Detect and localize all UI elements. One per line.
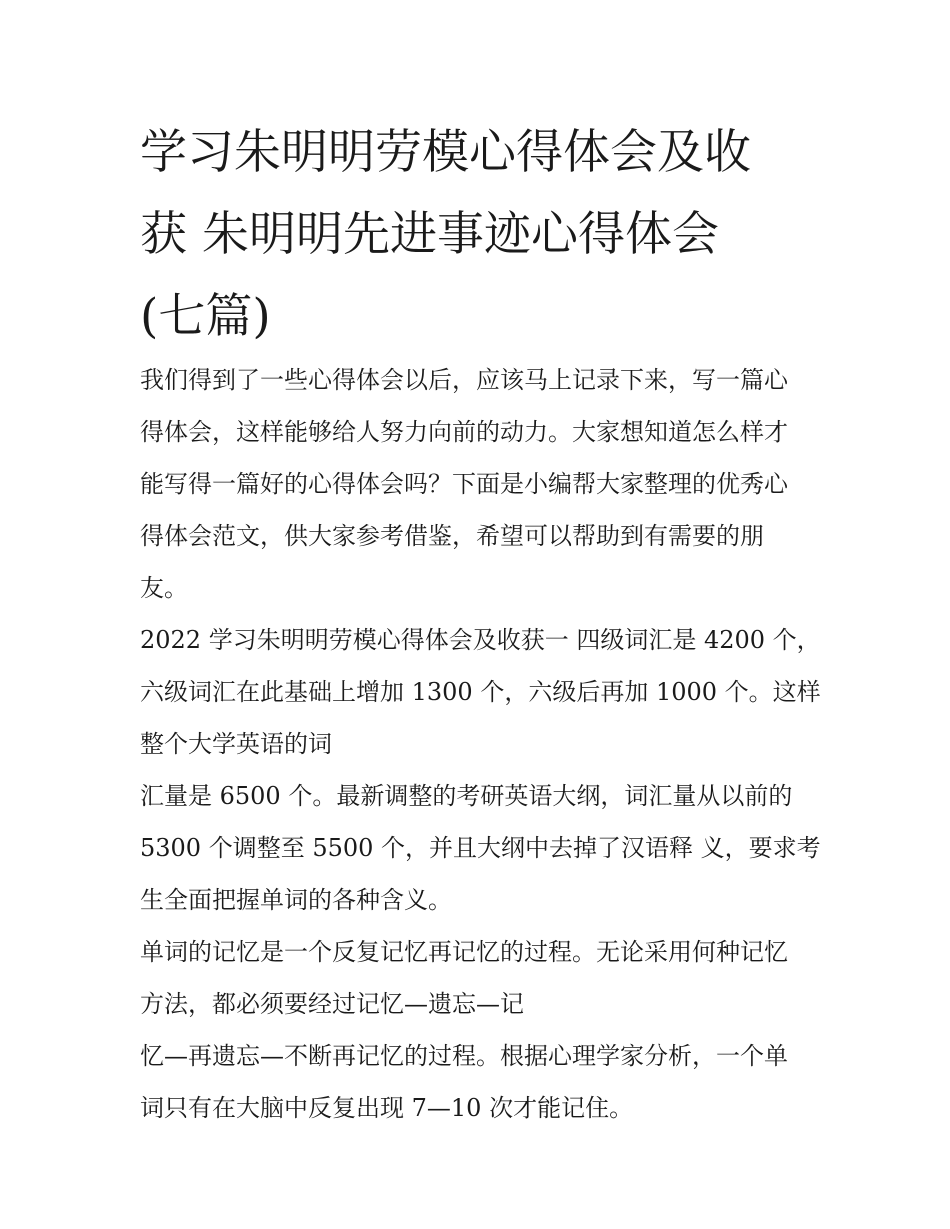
body-line: 得体会范文，供大家参考借鉴，希望可以帮助到有需要的朋: [140, 522, 764, 550]
document-title: [140, 112, 820, 358]
title-line: 获 朱明明先进事迹心得体会: [140, 207, 719, 262]
body-line: 六级词汇在此基础上增加 1300 个，六级后再加 1000 个。这样: [140, 678, 821, 706]
body-line: 得体会，这样能够给人努力向前的动力。大家想知道怎么样才: [140, 418, 788, 446]
body-line: 整个大学英语的词: [140, 730, 332, 758]
body-line: 2022 学习朱明明劳模心得体会及收获一 四级词汇是 4200 个，: [140, 626, 821, 654]
title-line: 学习朱明明劳模心得体会及收: [140, 125, 751, 180]
body-line: 单词的记忆是一个反复记忆再记忆的过程。无论采用何种记忆: [140, 938, 788, 966]
title-line: (七篇): [140, 289, 271, 344]
body-line: 汇量是 6500 个。最新调整的考研英语大纲，词汇量从以前的: [140, 782, 793, 810]
body-line: 5300 个调整至 5500 个，并且大纲中去掉了汉语释 义，要求考: [140, 834, 821, 862]
body-line: 友。: [140, 574, 188, 602]
body-line: 词只有在大脑中反复出现 7—10 次才能记住。: [140, 1094, 634, 1122]
body-line: 能写得一篇好的心得体会吗？下面是小编帮大家整理的优秀心: [140, 470, 788, 498]
body-line: 我们得到了一些心得体会以后，应该马上记录下来，写一篇心: [140, 366, 788, 394]
document-body: [140, 354, 830, 1134]
body-line: 方法，都必须要经过记忆—遗忘—记: [140, 990, 524, 1018]
body-line: 忆—再遗忘—不断再记忆的过程。根据心理学家分析，一个单: [140, 1042, 788, 1070]
body-line: 生全面把握单词的各种含义。: [140, 886, 452, 914]
